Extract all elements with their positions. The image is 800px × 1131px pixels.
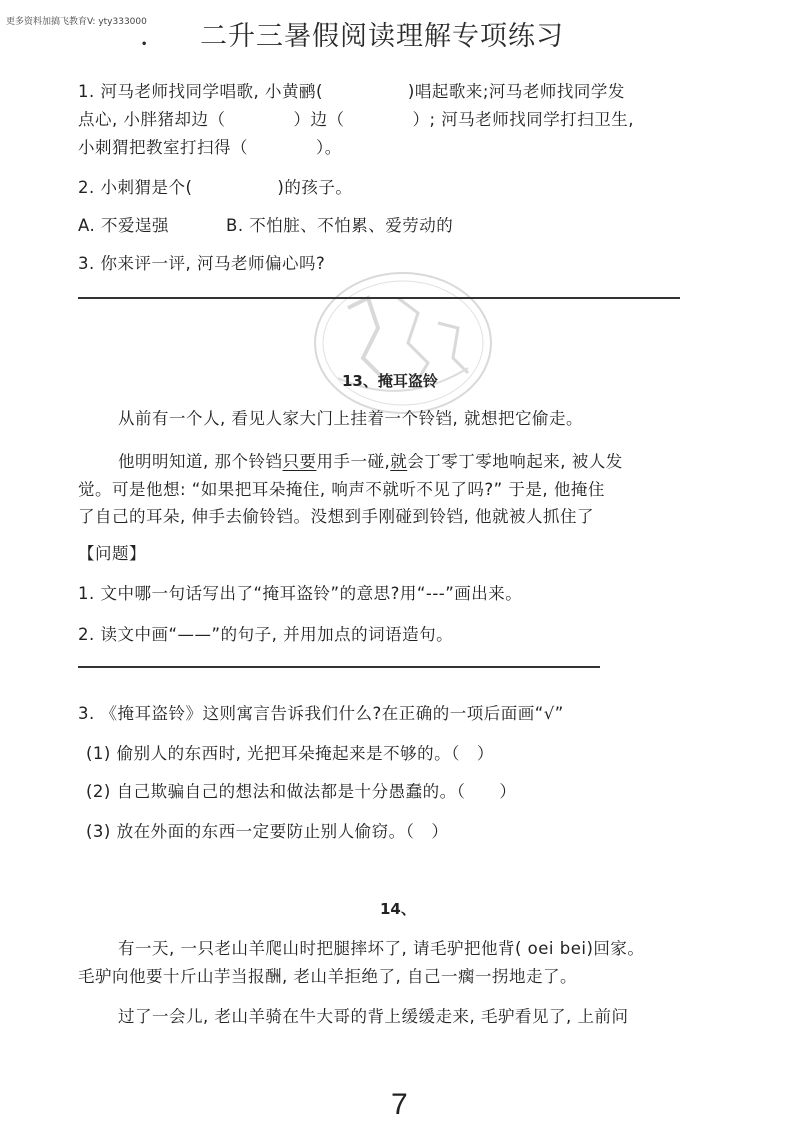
s12-q2-option-a: A. 不爱逞强 — [78, 216, 169, 235]
s13-q3-option-1: (1) 偷别人的东西时, 光把耳朵掩起来是不够的。（ ） — [86, 744, 494, 763]
s13-para2-line2: 觉。可是他想: “如果把耳朵掩住, 响声不就听不见了吗?” 于是, 他掩住 — [78, 480, 605, 499]
s13-para2-line1 — [118, 448, 623, 472]
s14-para1-line2: 毛驴向他要十斤山芋当报酬, 老山羊拒绝了, 自己一瘸一拐地走了。 — [78, 967, 577, 986]
s14-para2-line1: 过了一会儿, 老山羊骑在牛大哥的背上缓缓走来, 毛驴看见了, 上前问 — [118, 1007, 629, 1026]
s13-q3-option-2: (2) 自己欺骗自己的想法和做法都是十分愚蠢的。（ ） — [86, 782, 517, 801]
s13-q2: 2. 读文中画“——”的句子, 并用加点的词语造句。 — [78, 625, 454, 644]
underlined-word-jiu: 就 — [390, 452, 408, 471]
s12-q1-line2: 点心, 小胖猪却边（ ）边（ ）; 河马老师找同学打扫卫生, — [78, 110, 635, 129]
section-heading-13: 13、掩耳盗铃 — [342, 372, 438, 390]
page-title: 二升三暑假阅读理解专项练习 — [200, 21, 564, 52]
s12-q1-line1: 1. 河马老师找同学唱歌, 小黄鹂( )唱起歌来;河马老师找同学发 — [78, 82, 625, 101]
s13-q1: 1. 文中哪一句话写出了“掩耳盗铃”的意思?用“---”画出来。 — [78, 584, 523, 603]
s12-q1-line3: 小刺猬把教室打扫得（ ）。 — [78, 138, 342, 157]
watermark-stamp — [308, 268, 498, 418]
questions-label: 【问题】 — [78, 544, 146, 563]
s13-para2-text-a: 他明明知道, 那个铃铛 — [118, 452, 283, 471]
s12-q2-option-b: B. 不怕脏、不怕累、爱劳动的 — [226, 216, 454, 235]
section-heading-14: 14、 — [380, 900, 416, 918]
s12-q2: 2. 小刺猬是个( )的孩子。 — [78, 178, 353, 197]
s13-para2-text-b: 用手一碰, — [316, 452, 391, 471]
page-number: 7 — [391, 1088, 408, 1121]
title-dot: ． — [140, 21, 168, 52]
answer-line — [78, 297, 680, 299]
s13-para2-text-c: 会丁零丁零地响起来, 被人发 — [407, 452, 623, 471]
corner-contact-note: 更多资料加搞飞教育V: yty333000 — [6, 17, 147, 27]
s12-q3: 3. 你来评一评, 河马老师偏心吗? — [78, 254, 326, 273]
underlined-word-zhiyao: 只要 — [282, 452, 317, 471]
answer-line — [78, 666, 600, 668]
s13-q3-option-3: (3) 放在外面的东西一定要防止别人偷窃。（ ） — [86, 822, 449, 841]
s13-para1: 从前有一个人, 看见人家大门上挂着一个铃铛, 就想把它偷走。 — [118, 409, 583, 428]
s14-para1-line1: 有一天, 一只老山羊爬山时把腿摔坏了, 请毛驴把他背( oei bei)回家。 — [118, 939, 645, 958]
s13-q3: 3. 《掩耳盗铃》这则寓言告诉我们什么?在正确的一项后面画“√” — [78, 704, 564, 723]
s13-para2-line3: 了自己的耳朵, 伸手去偷铃铛。没想到手刚碰到铃铛, 他就被人抓住了 — [78, 507, 594, 526]
